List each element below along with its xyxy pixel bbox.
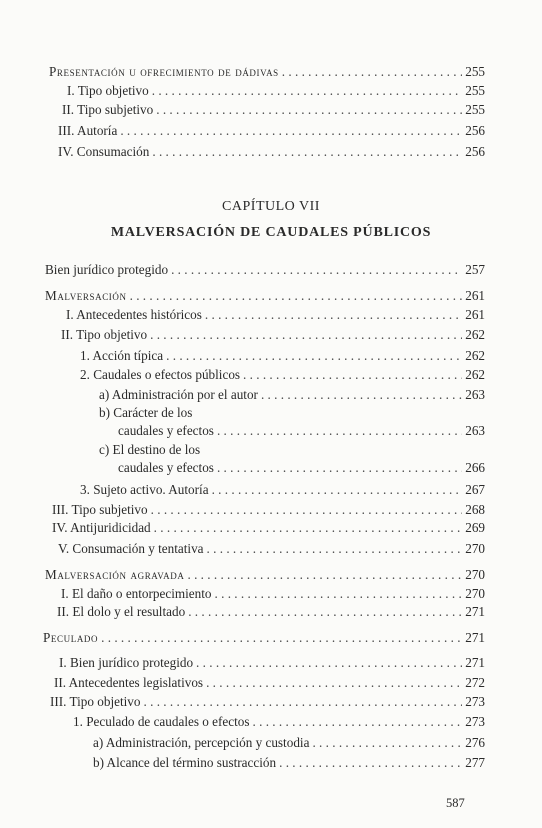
toc-entry-peculado-antecedentes: [54, 675, 485, 691]
leader-dots: [152, 83, 463, 99]
toc-page: 273: [465, 714, 485, 729]
toc-page: 269: [465, 520, 485, 535]
leader-dots: [150, 327, 462, 343]
toc-page: 257: [465, 262, 485, 277]
toc-label: Malversación: [45, 288, 127, 303]
leader-dots: [206, 675, 462, 691]
toc-entry-accion-tipica: [80, 348, 485, 364]
toc-label: II. Antecedentes legislativos: [54, 675, 204, 690]
leader-dots: [312, 735, 462, 751]
toc-page: 271: [465, 655, 485, 670]
toc-page: 255: [465, 83, 485, 98]
toc-label: II. Tipo subjetivo: [62, 102, 154, 117]
toc-page: 263: [465, 387, 485, 402]
toc-entry-consumacion: [58, 144, 485, 160]
toc-page: 267: [465, 482, 485, 497]
toc-entry-dolo: [57, 604, 485, 620]
toc-entry-administracion-autor: [99, 387, 485, 403]
leader-dots: [215, 586, 463, 602]
toc-entry-dano: [61, 586, 485, 602]
toc-page: 268: [465, 502, 485, 517]
toc-entry-peculado: [43, 630, 485, 646]
toc-entry-tipo-objetivo: [61, 327, 485, 343]
toc-label: 1. Peculado de caudales o efectos: [73, 714, 250, 729]
chapter-title: MALVERSACIÓN DE CAUDALES PÚBLICOS: [110, 225, 432, 240]
chapter-number: CAPÍTULO VII: [222, 199, 320, 214]
toc-page: 271: [465, 630, 485, 645]
toc-label: I. Tipo objetivo: [67, 83, 149, 98]
toc-entry-caracter: [118, 423, 485, 439]
toc-page: 272: [465, 675, 485, 690]
leader-dots: [130, 288, 463, 304]
leader-dots: [253, 714, 463, 730]
toc-label: I. Bien jurídico protegido: [59, 655, 194, 670]
toc-label: 2. Caudales o efectos públicos: [80, 367, 241, 382]
toc-entry-autoria: [58, 123, 485, 139]
leader-dots: [261, 387, 462, 403]
toc-page: 270: [465, 586, 485, 601]
toc-page: 263: [465, 423, 485, 438]
toc-page: 261: [465, 307, 485, 322]
leader-dots: [166, 348, 462, 364]
toc-page: 256: [465, 144, 485, 159]
toc-label: I. El daño o entorpecimiento: [61, 586, 212, 601]
toc-page: 256: [465, 123, 485, 138]
toc-label: 3. Sujeto activo. Autoría: [80, 482, 209, 497]
toc-page: 262: [465, 327, 485, 342]
toc-page: 270: [465, 567, 485, 582]
toc-page: 273: [465, 694, 485, 709]
toc-label: IV. Antijuridicidad: [52, 520, 151, 535]
toc-page: 277: [465, 755, 485, 770]
leader-dots: [144, 694, 463, 710]
toc-label: Peculado: [43, 630, 99, 645]
toc-entry-peculado-sustraccion: [93, 755, 485, 771]
leader-dots: [154, 520, 463, 536]
toc-label: I. Antecedentes históricos: [66, 307, 202, 322]
toc-label: II. El dolo y el resultado: [57, 604, 186, 619]
leader-dots: [151, 502, 463, 518]
toc-label-caracter-line1: b) Carácter de los: [99, 405, 193, 420]
leader-dots: [152, 144, 462, 160]
toc-entry-consumacion-tentativa: [58, 541, 485, 557]
toc-label: II. Tipo objetivo: [61, 327, 148, 342]
toc-label: Bien jurídico protegido: [45, 262, 169, 277]
toc-entry-sujeto-activo: [80, 482, 485, 498]
toc-entry-tipo-subjetivo: [62, 102, 485, 118]
toc-label: III. Tipo objetivo: [50, 694, 141, 709]
toc-entry-peculado-administracion: [93, 735, 485, 751]
toc-entry-peculado-caudales: [73, 714, 485, 730]
leader-dots: [196, 655, 462, 671]
leader-dots: [207, 541, 463, 557]
toc-entry-caudales: [80, 367, 485, 383]
toc-entry-malversacion: [45, 288, 485, 304]
toc-entry-bien-juridico: [45, 262, 485, 278]
toc-entry-malversacion-agravada: [45, 567, 485, 583]
toc-label: Malversación agravada: [45, 567, 185, 582]
toc-label: 1. Acción típica: [80, 348, 164, 363]
toc-entry-tipo-subjetivo: [52, 502, 485, 518]
toc-entry-presentacion-dadivas: [49, 64, 485, 80]
toc-entry-antijuridicidad: [52, 520, 485, 536]
toc-entry-destino: [118, 460, 485, 476]
toc-label: Presentación u ofrecimiento de dádivas: [49, 64, 279, 79]
toc-label-destino-line1: c) El destino de los: [99, 442, 201, 457]
toc-entry-peculado-bien-juridico: [59, 655, 485, 671]
toc-label: a) Administración por el autor: [99, 387, 258, 402]
leader-dots: [187, 567, 462, 583]
leader-dots: [243, 367, 462, 383]
toc-label: IV. Consumación: [58, 144, 150, 159]
toc-page: 255: [465, 102, 485, 117]
leader-dots: [212, 482, 463, 498]
page-number: 587: [446, 796, 465, 810]
leader-dots: [282, 64, 462, 80]
leader-dots: [205, 307, 462, 323]
toc-page: 276: [465, 735, 485, 750]
leader-dots: [188, 604, 462, 620]
toc-label: caudales y efectos: [118, 460, 214, 475]
toc-label: b) Alcance del término sustracción: [93, 755, 277, 770]
toc-label: a) Administración, percepción y custodia: [93, 735, 310, 750]
leader-dots: [120, 123, 462, 139]
leader-dots: [101, 630, 462, 646]
toc-label: III. Tipo subjetivo: [52, 502, 148, 517]
toc-label: V. Consumación y tentativa: [58, 541, 204, 556]
leader-dots: [171, 262, 462, 278]
toc-page: 261: [465, 288, 485, 303]
toc-page: 262: [465, 348, 485, 363]
leader-dots: [156, 102, 462, 118]
toc-label: III. Autoría: [58, 123, 118, 138]
leader-dots: [217, 423, 462, 439]
toc-entry-peculado-tipo-objetivo: [50, 694, 485, 710]
toc-page: 270: [465, 541, 485, 556]
toc-page: 255: [465, 64, 485, 79]
toc-page: 271: [465, 604, 485, 619]
leader-dots: [217, 460, 462, 476]
leader-dots: [279, 755, 462, 771]
toc-page: 266: [465, 460, 485, 475]
toc-label: caudales y efectos: [118, 423, 214, 438]
toc-entry-antecedentes: [66, 307, 485, 323]
toc-entry-tipo-objetivo: [67, 83, 485, 99]
toc-page: 262: [465, 367, 485, 382]
